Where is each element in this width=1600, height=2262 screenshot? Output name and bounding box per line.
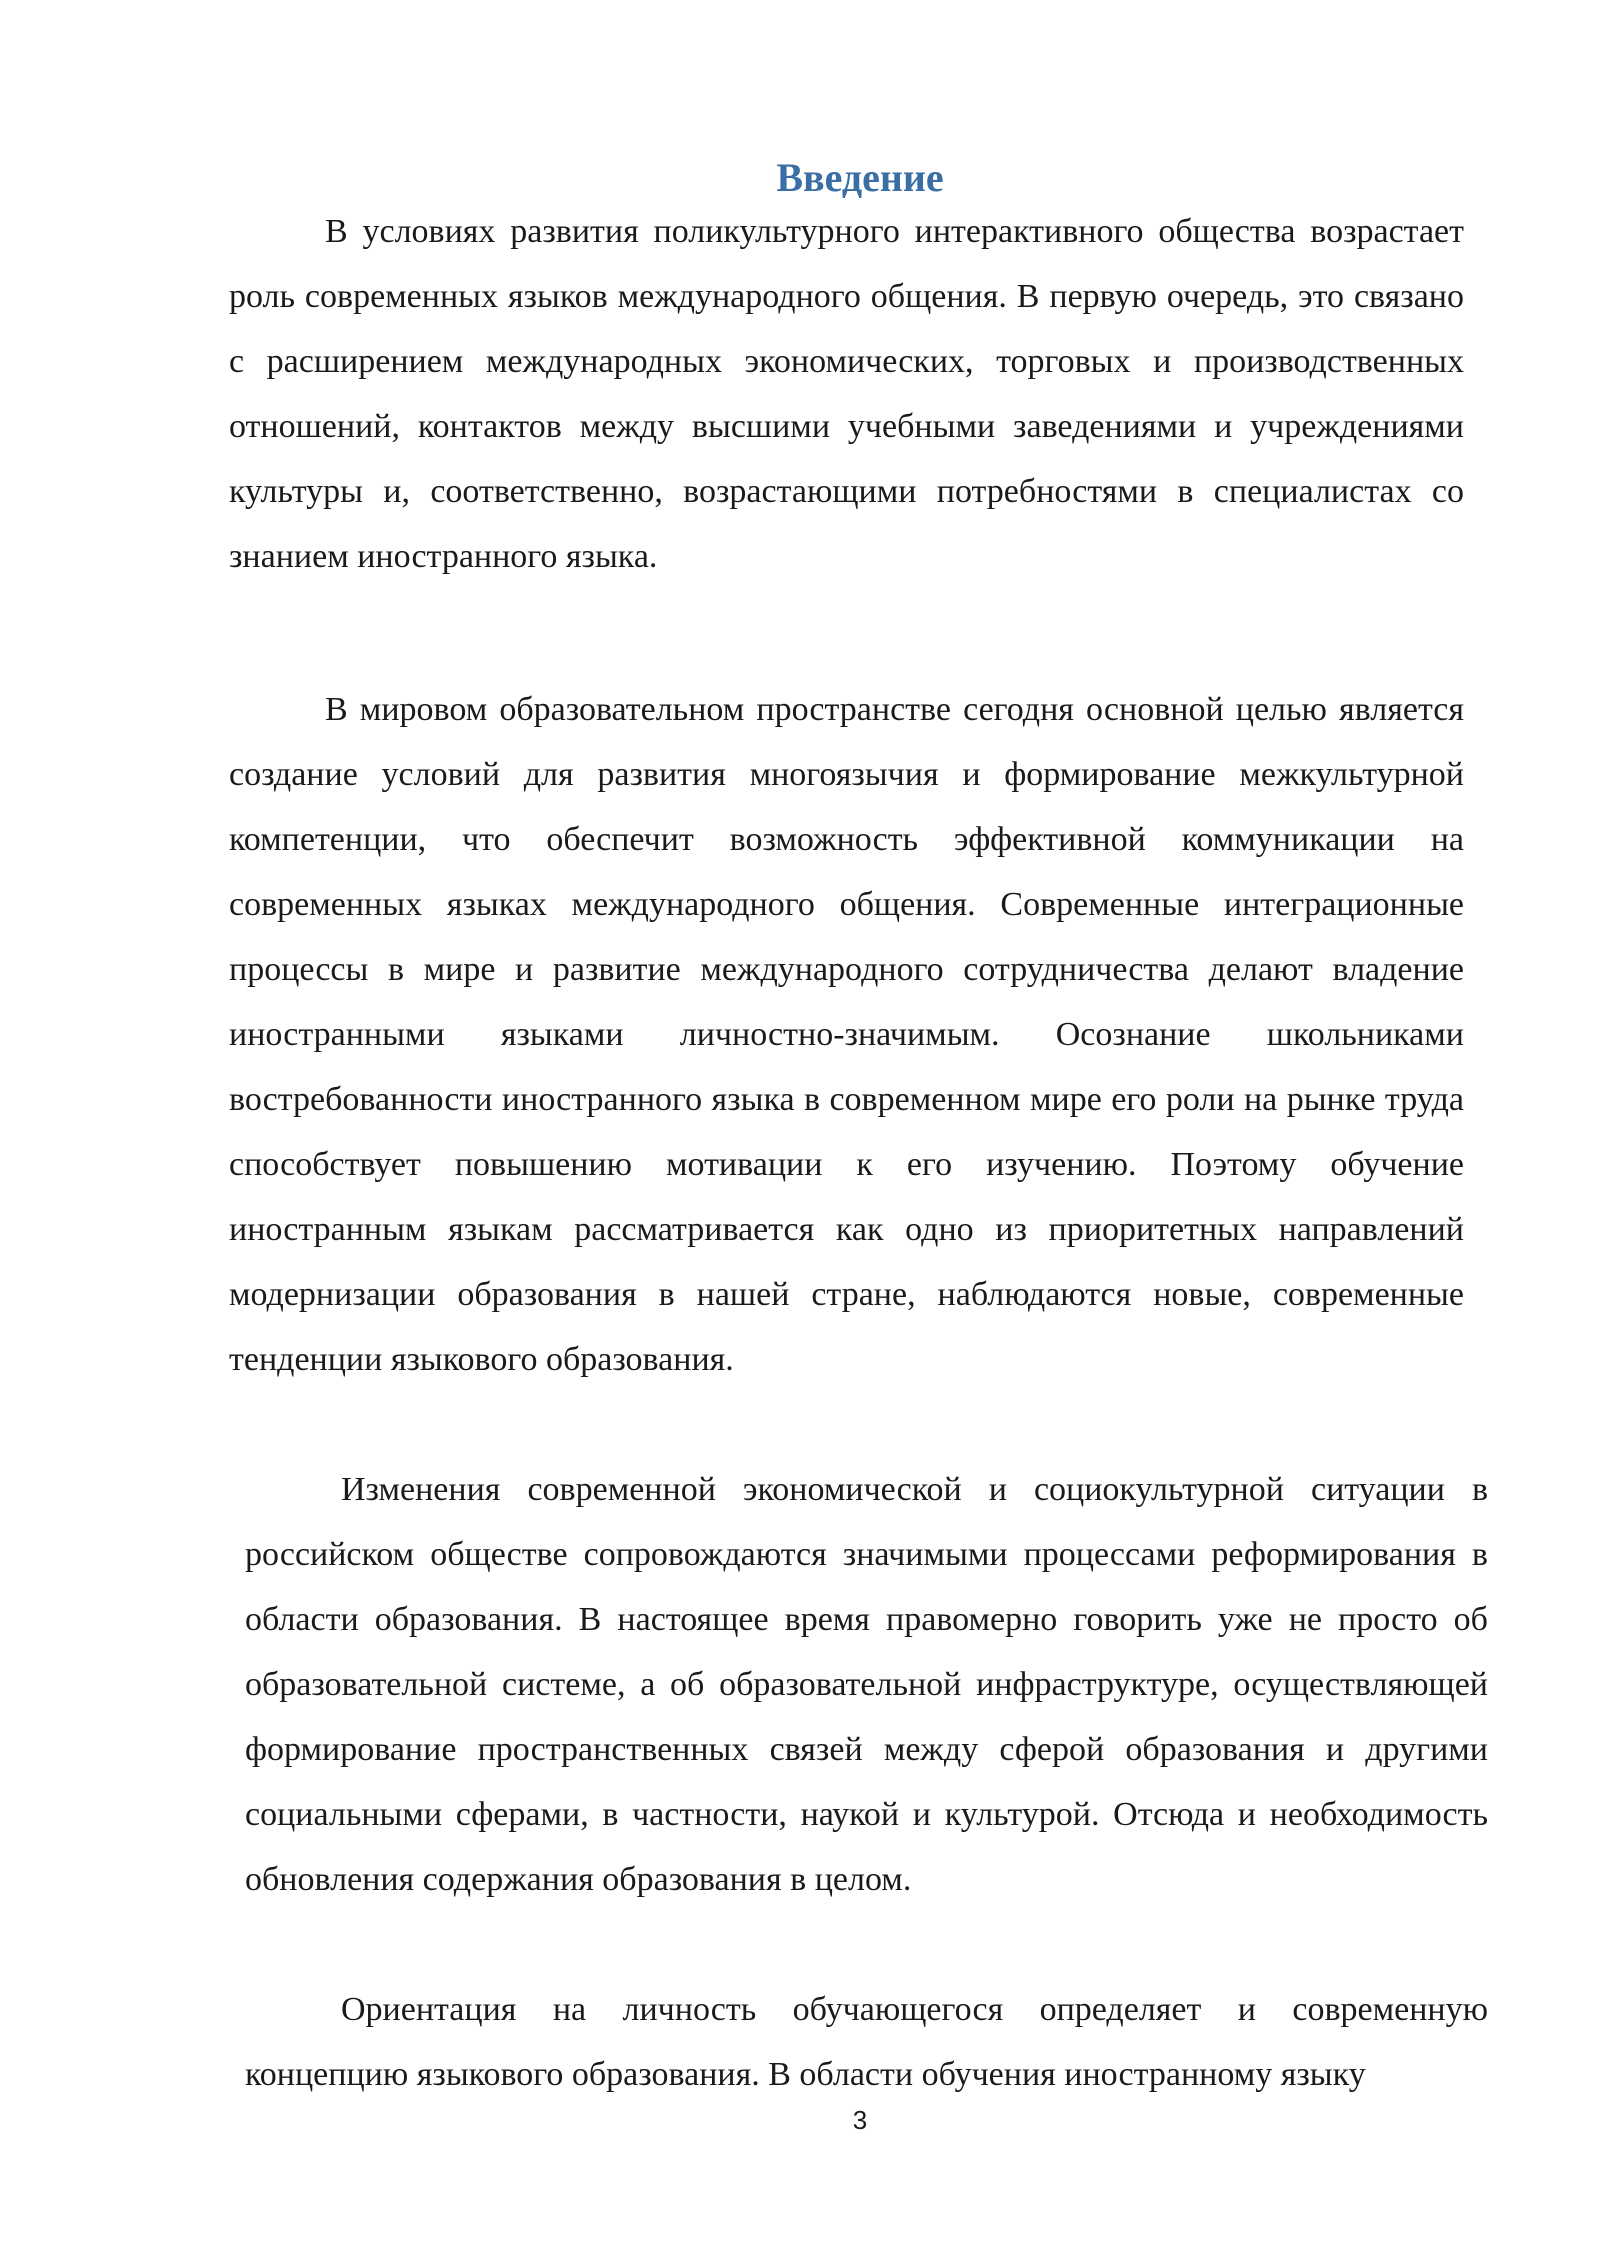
paragraph-text: В мировом образовательном пространстве сегодня основной целью является создание условий для развития многоязычия и формирование межкультурной компетенции, что обеспечит возможность эффективной коммуникации на современных языках международного общения. Современные интеграционные процессы в мире и развитие международного сотрудничества делают владение иностранными языками личностно-значимым. Осознание школьниками востребованности иностранного языка в современном мире его роли на рынке труда способствует повышению мотивации к его изучению. Поэтому обучение иностранным языкам рассматривается как одно из приоритетных направлений модернизации образования в нашей стране, наблюдаются новые, современные тенденции языкового образования.	[229, 691, 1464, 1378]
paragraph-intro	[229, 199, 1464, 589]
page-number: 3	[852, 2105, 868, 2135]
paragraph-orientation	[245, 1977, 1488, 2107]
paragraph-text: Ориентация на личность обучающегося определяет и современную концепцию языкового образования. В области обучения иностранному языку	[245, 1991, 1488, 2093]
paragraph-text: В условиях развития поликультурного интерактивного общества возрастает роль современных языков международного общения. В первую очередь, это связано с расширением международных экономических, торговых и производственных отношений, контактов между высшими учебными заведениями и учреждениями культуры и, соответственно, возрастающими потребностями в специалистах со знанием иностранного языка.	[229, 213, 1464, 575]
paragraph-reforms	[245, 1457, 1488, 1912]
paragraph-global-education	[229, 677, 1464, 1392]
page-title: Введение	[776, 155, 944, 200]
paragraph-text: Изменения современной экономической и социокультурной ситуации в российском обществе сопровождаются значимыми процессами реформирования в области образования. В настоящее время правомерно говорить уже не просто об образовательной системе, а об образовательной инфраструктуре, осуществляющей формирование пространственных связей между сферой образования и другими социальными сферами, в частности, наукой и культурой. Отсюда и необходимость обновления содержания образования в целом.	[245, 1471, 1488, 1898]
